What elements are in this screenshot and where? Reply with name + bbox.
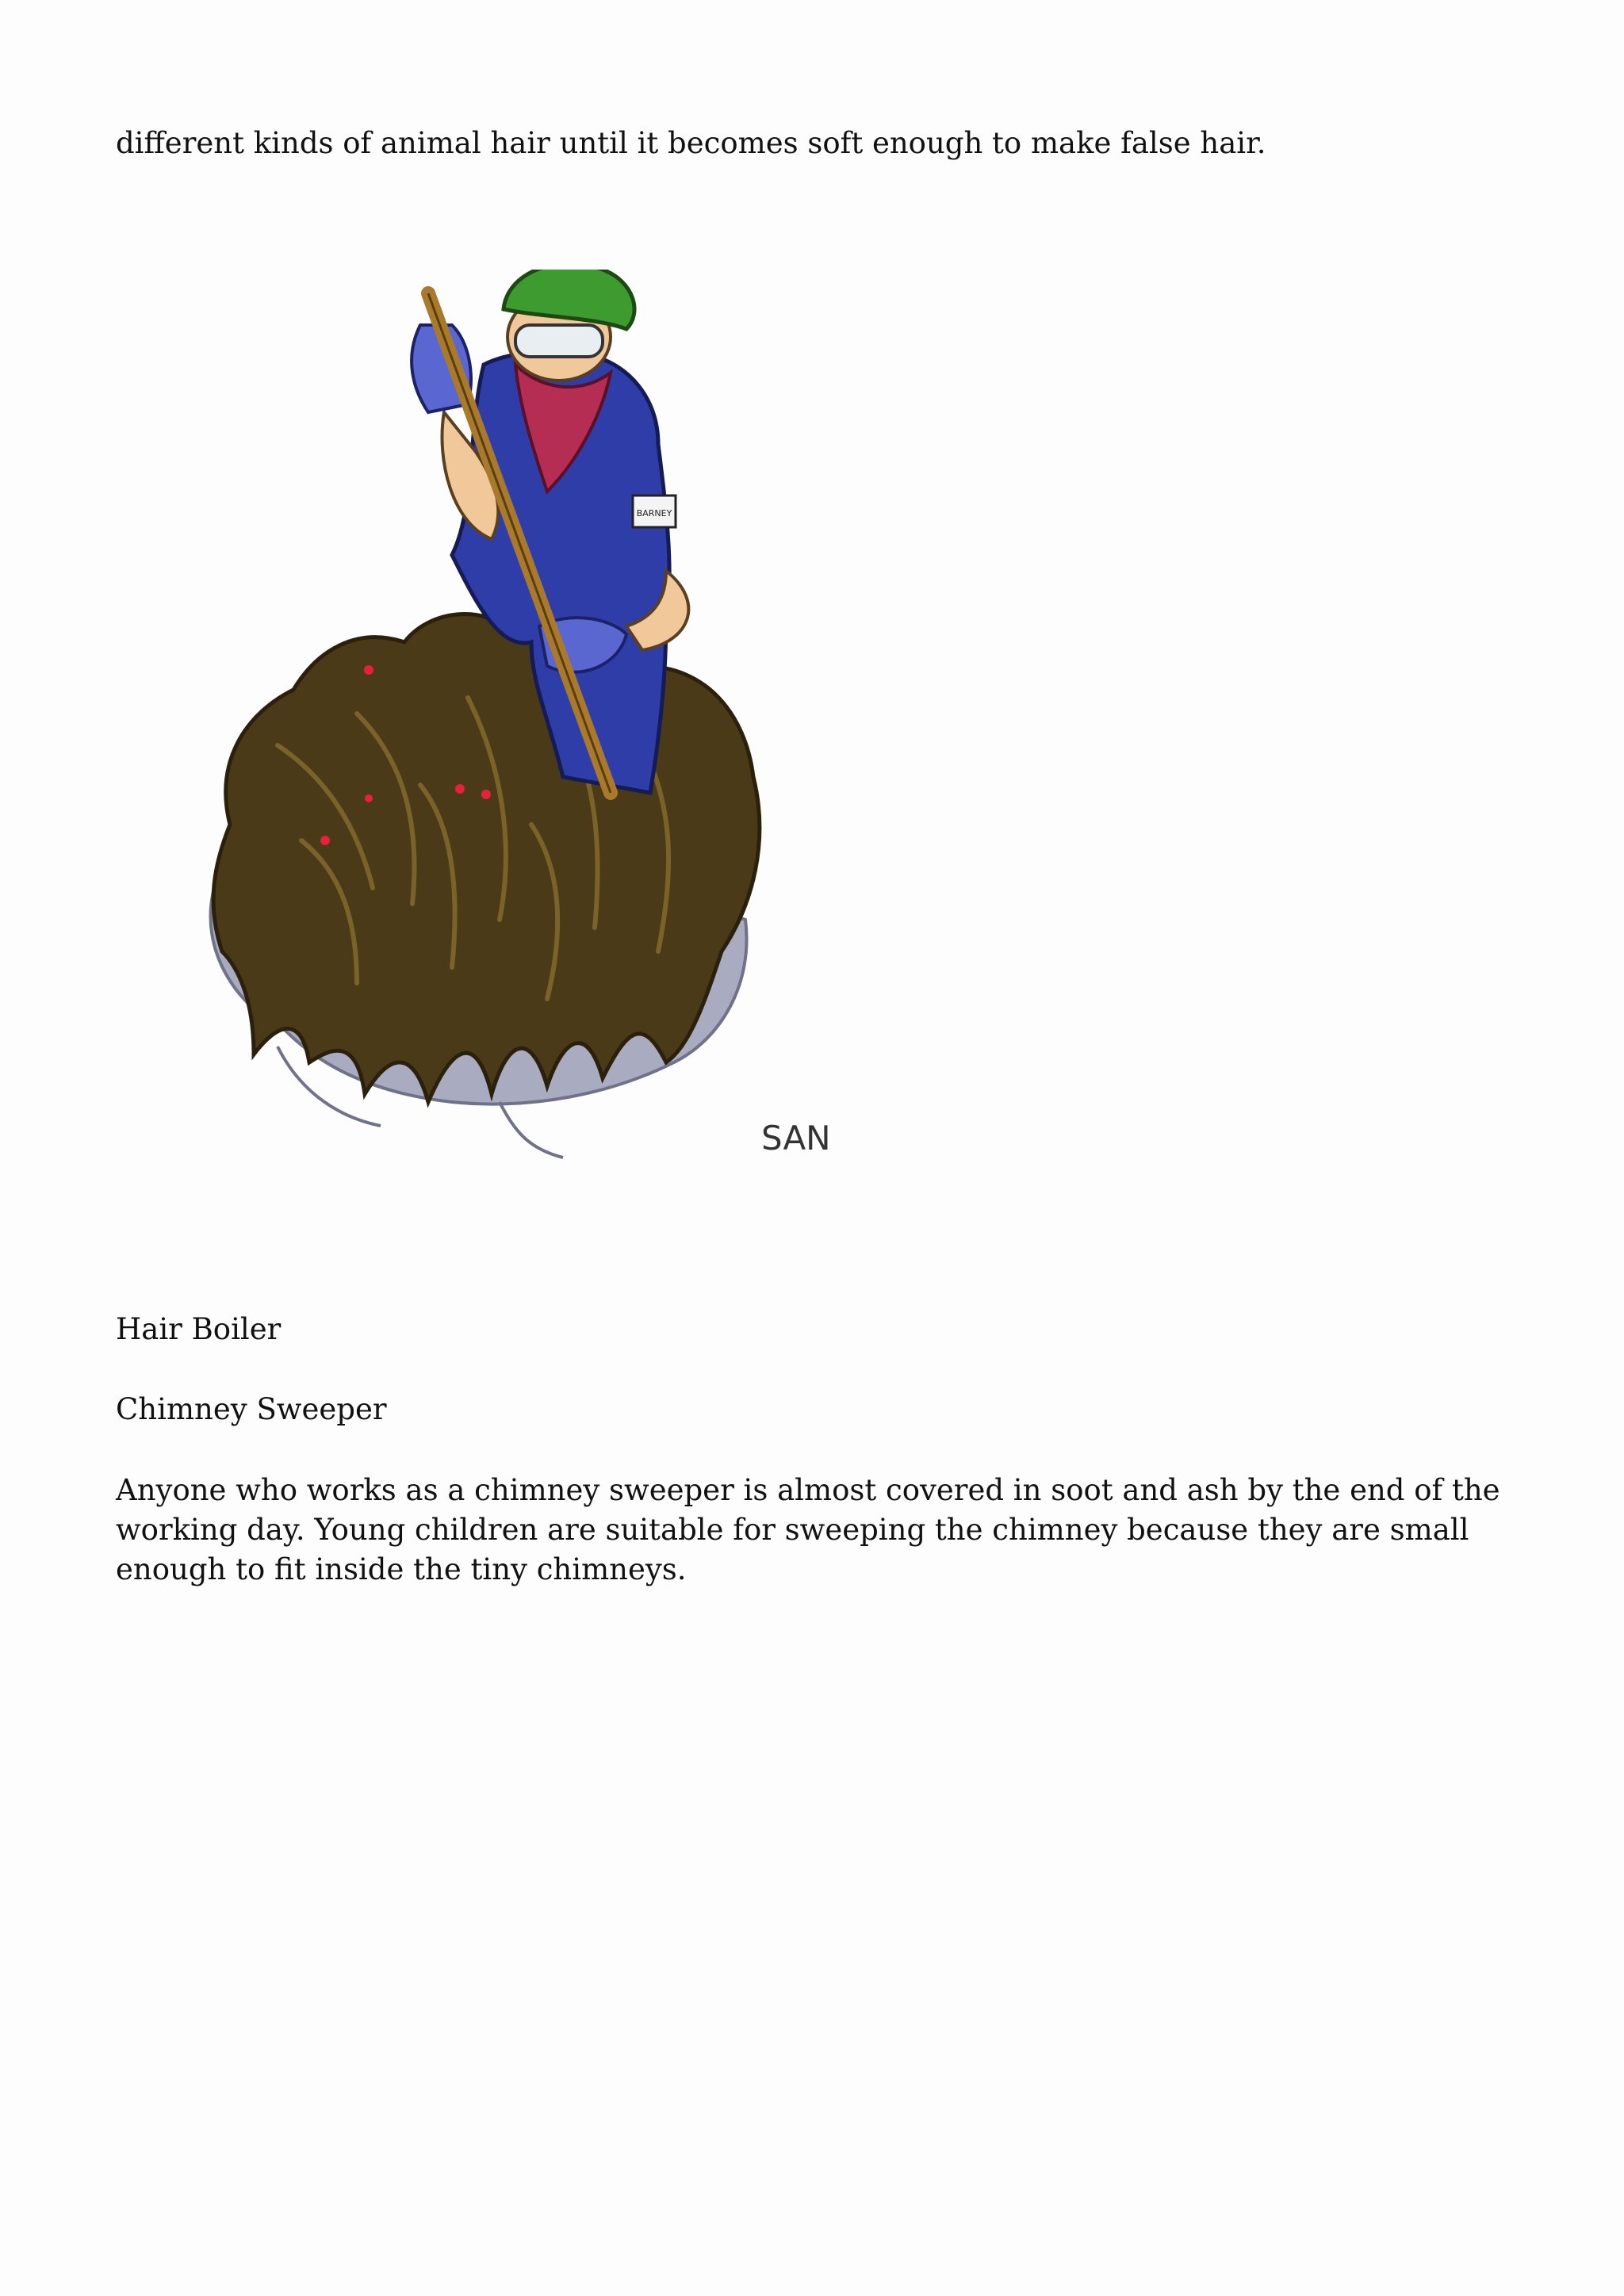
section-paragraph: Anyone who works as a chimney sweeper is almost covered in soot and ash by the end of the working day. Young children are suitable for sweeping the chimney because they are small enough to fit inside the tiny chimneys. (116, 1473, 1500, 1586)
artist-signature: SAN (761, 1119, 831, 1158)
intro-paragraph: different kinds of animal hair until it becomes soft enough to make false hair. (116, 126, 1266, 160)
section-heading: Chimney Sweeper (116, 1392, 387, 1426)
hair-boiler-illustration (119, 270, 896, 1253)
name-tag-text: BARNEY (636, 508, 672, 519)
hair-pile (213, 614, 760, 1102)
image-caption: Hair Boiler (116, 1312, 282, 1346)
